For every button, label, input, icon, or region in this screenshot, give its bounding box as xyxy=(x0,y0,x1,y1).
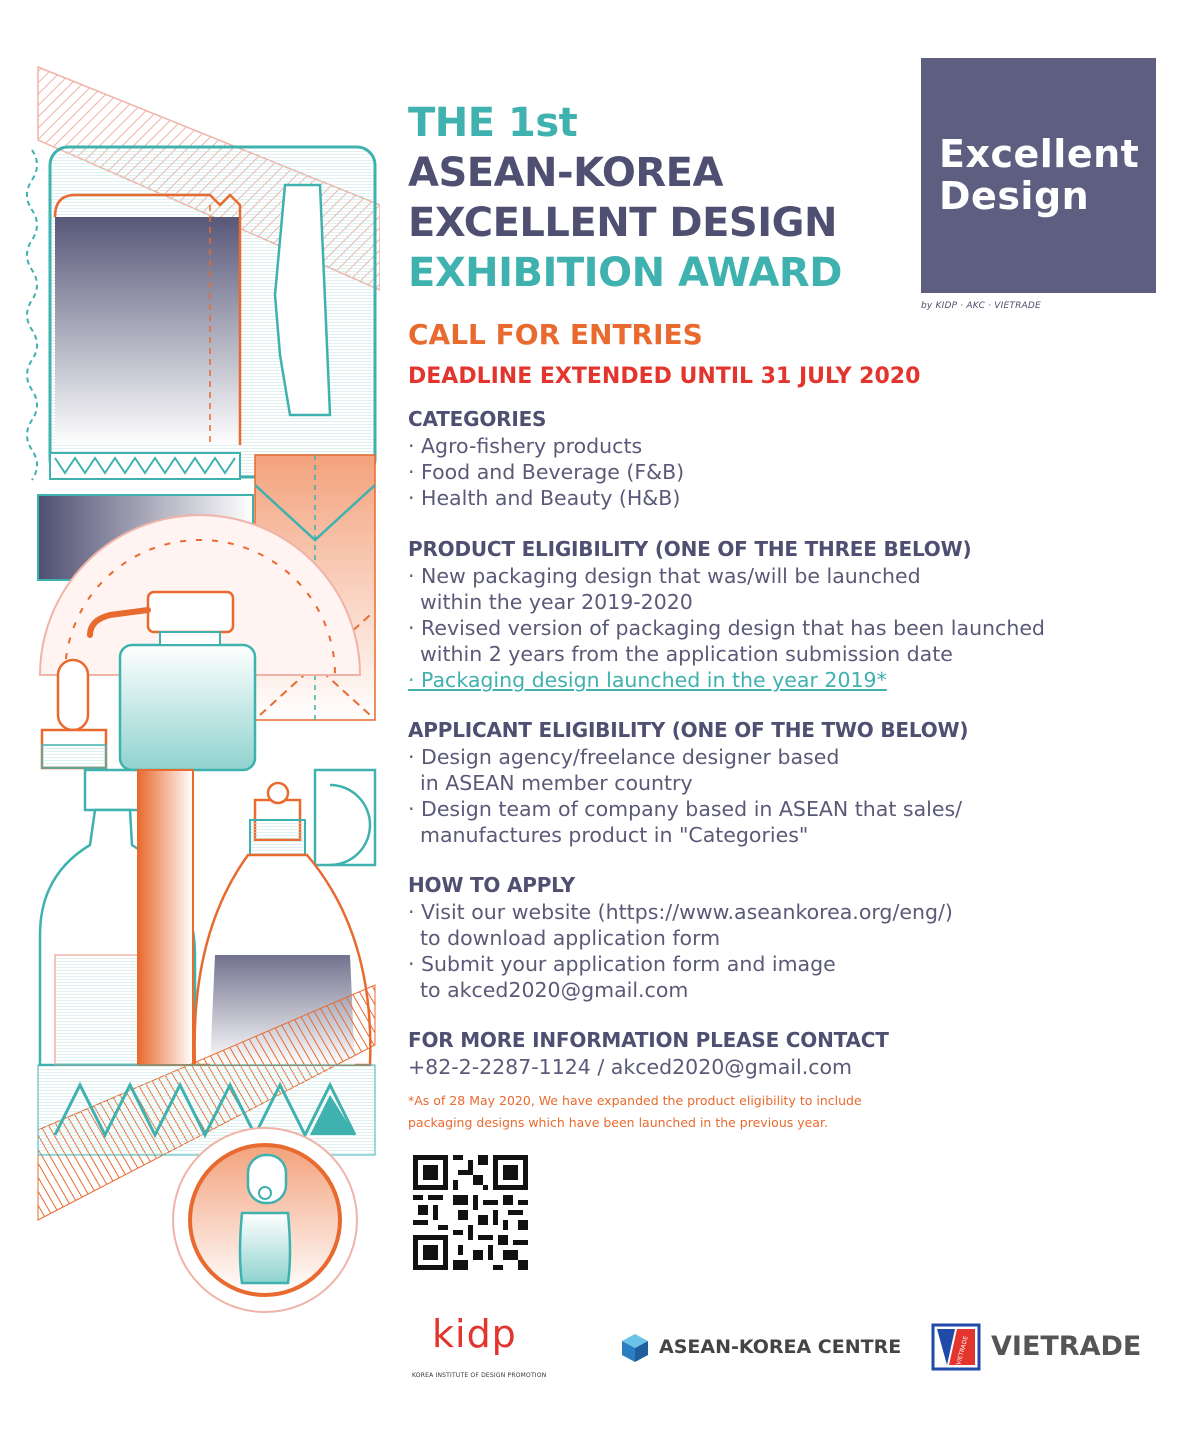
apply-item-1: · Visit our website (https://www.aseankorea.org/eng/) xyxy=(408,900,953,924)
categories-heading: CATEGORIES xyxy=(408,407,547,431)
kidp-logo: kidp xyxy=(432,1312,517,1356)
how-to-apply-heading: HOW TO APPLY xyxy=(408,873,575,897)
vietrade-logo-text: VIETRADE xyxy=(991,1331,1142,1362)
category-item: · Agro-fishery products xyxy=(408,434,643,458)
vietrade-icon-text: VIETRADE xyxy=(955,1335,970,1366)
note-line-1: *As of 28 May 2020, We have expanded the product eligibility to include xyxy=(408,1093,862,1108)
apply-item-2: · Submit your application form and image xyxy=(408,952,836,976)
excellent-design-logo xyxy=(921,58,1156,293)
product-item-1-cont: within the year 2019-2020 xyxy=(420,590,693,614)
applicant-eligibility-heading: APPLICANT ELIGIBILITY (ONE OF THE TWO BELOW) xyxy=(408,718,969,742)
applicant-item-1: · Design agency/freelance designer based xyxy=(408,745,840,769)
applicant-item-2-cont: manufactures product in "Categories" xyxy=(420,823,809,847)
title-line-2: ASEAN-KOREA xyxy=(408,150,723,196)
applicant-item-1-cont: in ASEAN member country xyxy=(420,771,693,795)
title-line-1: THE 1st xyxy=(408,100,578,146)
product-item-3-link[interactable]: Packaging design launched in the year 2019* xyxy=(421,668,887,692)
contact-info: +82-2-2287-1124 / akced2020@gmail.com xyxy=(408,1055,853,1079)
product-item-2: · Revised version of packaging design that has been launched xyxy=(408,616,1045,640)
title-line-3: EXCELLENT DESIGN xyxy=(408,200,837,246)
logo-line-2: Design xyxy=(939,174,1090,218)
kidp-subtitle: KOREA INSTITUTE OF DESIGN PROMOTION xyxy=(412,1372,547,1379)
category-item: · Health and Beauty (H&B) xyxy=(408,486,681,510)
logo-line-1: Excellent xyxy=(939,132,1140,176)
applicant-item-2: · Design team of company based in ASEAN that sales/ xyxy=(408,797,963,821)
product-item-1: · New packaging design that was/will be launched xyxy=(408,564,921,588)
apply-item-1-cont: to download application form xyxy=(420,926,721,950)
call-for-entries: CALL FOR ENTRIES xyxy=(408,318,703,351)
vietrade-icon xyxy=(931,1323,981,1371)
product-eligibility-heading: PRODUCT ELIGIBILITY (ONE OF THE THREE BELOW) xyxy=(408,537,972,561)
product-item-2-cont: within 2 years from the application submission date xyxy=(420,642,953,666)
logo-byline: by KIDP · AKC · VIETRADE xyxy=(921,301,1041,311)
deadline: DEADLINE EXTENDED UNTIL 31 JULY 2020 xyxy=(408,364,921,389)
title-line-4: EXHIBITION AWARD xyxy=(408,250,842,296)
category-item: · Food and Beverage (F&B) xyxy=(408,460,685,484)
note-line-2: packaging designs which have been launched in the previous year. xyxy=(408,1115,828,1130)
akc-logo-text: ASEAN-KOREA CENTRE xyxy=(659,1336,902,1358)
akc-cube-icon xyxy=(619,1332,651,1364)
apply-item-2-cont: to akced2020@gmail.com xyxy=(420,978,689,1002)
qr-code[interactable] xyxy=(413,1155,528,1270)
product-item-3: · Packaging design launched in the year 2019* xyxy=(408,668,887,692)
contact-heading: FOR MORE INFORMATION PLEASE CONTACT xyxy=(408,1028,889,1052)
packaging-illustration xyxy=(20,55,380,1325)
